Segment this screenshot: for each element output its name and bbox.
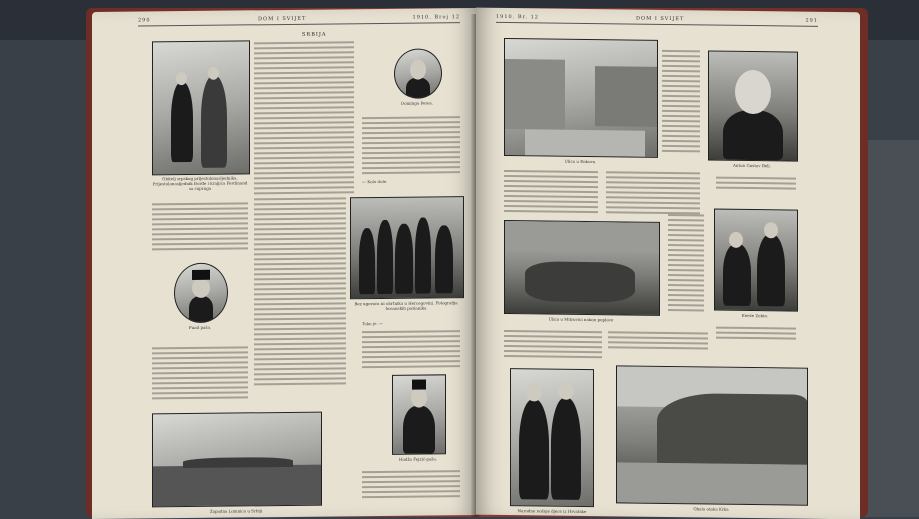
photo-couple [714,209,798,312]
left-running-head [138,14,460,26]
right-running-head [496,14,818,27]
caption-portrait-top: Domingo Peres. [378,100,456,106]
photo-group-men [350,196,464,299]
text-column-6 [152,346,248,402]
text-column-4 [254,197,346,388]
portrait-fez [174,263,228,324]
photo-old-man [708,50,798,161]
text-column-2 [362,116,460,177]
photo-town-landscape [152,412,322,508]
text-column-12 [668,214,704,314]
caption-town-left: Zapadna Lomnica u Srbiji [152,508,320,515]
caption-coast: Obala otoka Krka [616,505,806,512]
text-column-10 [662,50,700,155]
photo-street-right [504,38,658,158]
text-column-7 [362,470,460,501]
caption-ruins: Ulica u Mitrovici nakon poplave [504,316,658,323]
caption-street-right: Ulica u Đakovu [512,158,648,165]
text-column-1 [254,41,354,197]
caption-fez-man: Hodža Fejzić-paša. [382,456,454,462]
photo-children [510,368,594,507]
caption-royal-family: Obitelj srpskog prijestolonasljednika. Prijestolonasljednik Đorđe i kraljica Ferdinand sa supruga [150,175,250,191]
photo-ruins [504,220,660,316]
text-column-15 [608,331,708,352]
photo-coast [616,365,808,505]
left-issue: 1910. Broj 12 [413,14,460,20]
article-heading: SRBIJA [302,32,326,38]
left-page-number: 290 [138,17,151,23]
text-column-8 [504,170,598,216]
caption-group-men: Bez ugovora ni obrtnika u Hercegovini. Fotografija bosanskih poslanika [348,300,464,311]
text-column-14 [504,330,602,361]
caption-portrait-fez: Fuad paša. [162,324,238,330]
text-column-3 [152,202,248,253]
left-page [92,8,476,519]
right-issue: 1910. Br. 12 [496,14,539,21]
right-magazine-title: DOM I SVIJET [636,16,684,23]
photo-royal-family [152,40,250,175]
snippet-tako: Tako je. — [362,321,383,326]
caption-children: Narodne nošnje djece iz Hrvatske [504,508,600,514]
portrait-top-right [394,48,442,99]
text-column-11 [716,177,796,193]
snippet-kolo: — Kolo dole. [362,179,387,184]
caption-couple: Kneže Zobin. [712,313,798,319]
left-magazine-title: DOM I SVIJET [258,16,306,23]
caption-old-man: Antun Gustav Beli. [704,162,800,168]
right-page [476,8,860,519]
photo-fez-man [392,374,446,455]
text-column-9 [606,171,700,217]
right-page-number: 291 [805,18,818,24]
text-column-13 [716,327,796,343]
text-column-5 [362,330,460,371]
